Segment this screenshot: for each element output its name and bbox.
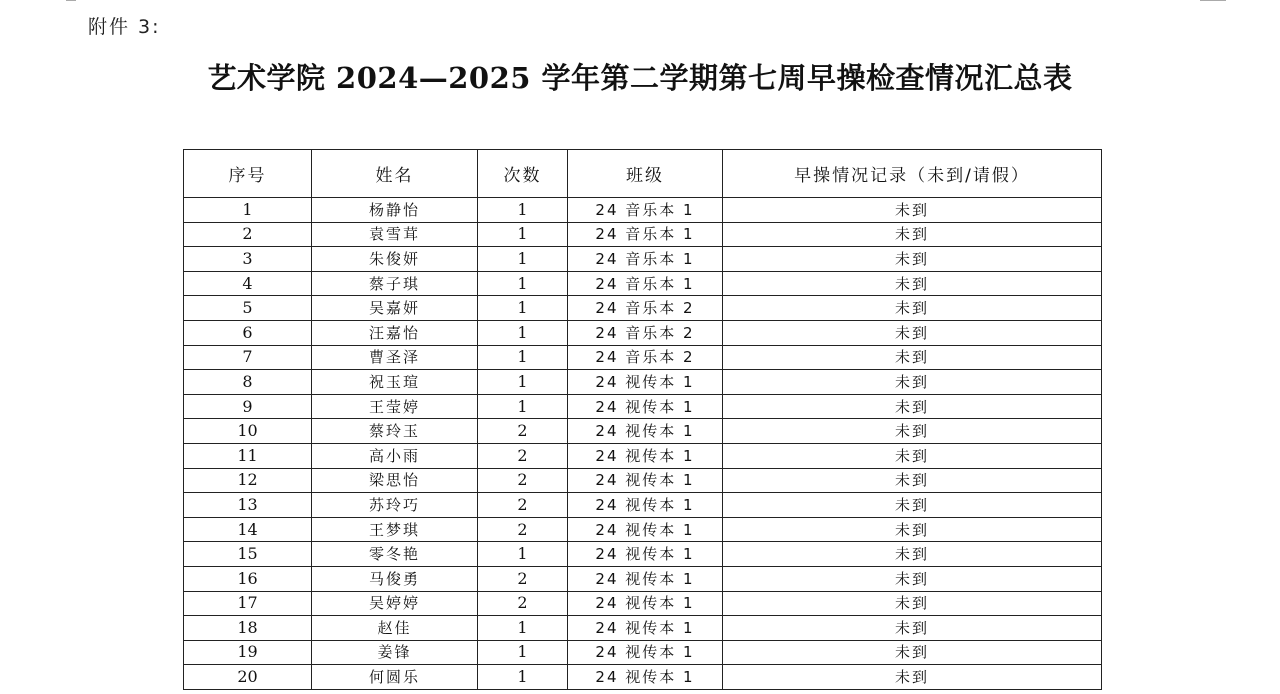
table-row: [184, 616, 1102, 641]
table-body: [184, 198, 1102, 690]
cell-name: 吴嘉妍: [312, 296, 478, 321]
table-row: [184, 443, 1102, 468]
cell-record: 未到: [723, 640, 1102, 665]
cell-record: 未到: [723, 517, 1102, 542]
cell-serial: 20: [184, 665, 312, 690]
cell-record: 未到: [723, 320, 1102, 345]
cell-serial: 16: [184, 566, 312, 591]
cell-serial: 19: [184, 640, 312, 665]
cell-class: 24 音乐本 2: [568, 345, 723, 370]
cell-serial: 12: [184, 468, 312, 493]
cell-class: 24 视传本 1: [568, 566, 723, 591]
table-row: [184, 370, 1102, 395]
cell-serial: 13: [184, 493, 312, 518]
table-row: [184, 468, 1102, 493]
cell-count: 2: [478, 591, 568, 616]
cell-name: 姜锋: [312, 640, 478, 665]
cell-name: 零冬艳: [312, 542, 478, 567]
cell-serial: 7: [184, 345, 312, 370]
table-row: [184, 320, 1102, 345]
cell-name: 蔡子琪: [312, 271, 478, 296]
cell-class: 24 音乐本 1: [568, 247, 723, 272]
header-record: 早操情况记录（未到/请假）: [723, 150, 1102, 198]
cell-count: 2: [478, 517, 568, 542]
table-row: [184, 222, 1102, 247]
cell-record: 未到: [723, 468, 1102, 493]
cell-serial: 2: [184, 222, 312, 247]
cell-serial: 8: [184, 370, 312, 395]
cell-name: 汪嘉怡: [312, 320, 478, 345]
cell-count: 2: [478, 566, 568, 591]
cell-record: 未到: [723, 296, 1102, 321]
cell-serial: 4: [184, 271, 312, 296]
cell-record: 未到: [723, 419, 1102, 444]
cell-name: 王梦琪: [312, 517, 478, 542]
cell-name: 杨静怡: [312, 198, 478, 223]
document-title: 艺术学院 2024—2025 学年第二学期第七周早操检查情况汇总表: [207, 61, 1073, 95]
cell-serial: 3: [184, 247, 312, 272]
table-row: [184, 419, 1102, 444]
cell-class: 24 视传本 1: [568, 493, 723, 518]
cell-name: 祝玉瑄: [312, 370, 478, 395]
cell-class: 24 视传本 1: [568, 517, 723, 542]
cell-name: 王莹婷: [312, 394, 478, 419]
cell-count: 1: [478, 616, 568, 641]
cell-count: 1: [478, 247, 568, 272]
table-row: [184, 665, 1102, 690]
cell-record: 未到: [723, 616, 1102, 641]
cell-count: 1: [478, 542, 568, 567]
cell-count: 2: [478, 468, 568, 493]
cell-count: 2: [478, 419, 568, 444]
cell-count: 1: [478, 345, 568, 370]
cell-name: 马俊勇: [312, 566, 478, 591]
table-row: [184, 345, 1102, 370]
cell-count: 1: [478, 394, 568, 419]
cell-class: 24 视传本 1: [568, 542, 723, 567]
cell-count: 1: [478, 198, 568, 223]
header-serial: 序号: [184, 150, 312, 198]
table-row: [184, 517, 1102, 542]
cell-record: 未到: [723, 271, 1102, 296]
cell-name: 赵佳: [312, 616, 478, 641]
page-corner-mark: [66, 0, 76, 1]
table-header-row: [184, 150, 1102, 198]
cell-class: 24 视传本 1: [568, 419, 723, 444]
cell-name: 高小雨: [312, 443, 478, 468]
cell-serial: 6: [184, 320, 312, 345]
cell-name: 曹圣泽: [312, 345, 478, 370]
header-class: 班级: [568, 150, 723, 198]
cell-record: 未到: [723, 443, 1102, 468]
cell-count: 1: [478, 271, 568, 296]
table-row: [184, 591, 1102, 616]
cell-class: 24 音乐本 1: [568, 222, 723, 247]
cell-class: 24 视传本 1: [568, 468, 723, 493]
cell-class: 24 视传本 1: [568, 443, 723, 468]
cell-serial: 15: [184, 542, 312, 567]
cell-name: 苏玲巧: [312, 493, 478, 518]
cell-serial: 18: [184, 616, 312, 641]
cell-class: 24 视传本 1: [568, 370, 723, 395]
cell-name: 梁思怡: [312, 468, 478, 493]
cell-record: 未到: [723, 542, 1102, 567]
cell-name: 吴婷婷: [312, 591, 478, 616]
cell-class: 24 视传本 1: [568, 394, 723, 419]
table-row: [184, 542, 1102, 567]
cell-serial: 9: [184, 394, 312, 419]
table-row: [184, 271, 1102, 296]
cell-class: 24 视传本 1: [568, 591, 723, 616]
cell-count: 2: [478, 443, 568, 468]
cell-record: 未到: [723, 394, 1102, 419]
cell-class: 24 视传本 1: [568, 640, 723, 665]
header-name: 姓名: [312, 150, 478, 198]
cell-record: 未到: [723, 591, 1102, 616]
table-row: [184, 640, 1102, 665]
cell-name: 蔡玲玉: [312, 419, 478, 444]
cell-count: 1: [478, 665, 568, 690]
cell-count: 1: [478, 222, 568, 247]
cell-serial: 17: [184, 591, 312, 616]
attachment-label: 附件 3:: [88, 16, 161, 38]
cell-record: 未到: [723, 247, 1102, 272]
table-row: [184, 394, 1102, 419]
cell-count: 2: [478, 493, 568, 518]
cell-record: 未到: [723, 370, 1102, 395]
cell-name: 何圆乐: [312, 665, 478, 690]
cell-serial: 5: [184, 296, 312, 321]
table-row: [184, 296, 1102, 321]
cell-serial: 11: [184, 443, 312, 468]
cell-class: 24 音乐本 1: [568, 198, 723, 223]
cell-name: 朱俊妍: [312, 247, 478, 272]
cell-record: 未到: [723, 345, 1102, 370]
cell-record: 未到: [723, 665, 1102, 690]
cell-serial: 1: [184, 198, 312, 223]
table-row: [184, 493, 1102, 518]
cell-name: 袁雪茸: [312, 222, 478, 247]
attendance-table: [183, 149, 1102, 690]
cell-serial: 14: [184, 517, 312, 542]
cell-class: 24 音乐本 2: [568, 296, 723, 321]
cell-record: 未到: [723, 566, 1102, 591]
header-count: 次数: [478, 150, 568, 198]
cell-class: 24 音乐本 1: [568, 271, 723, 296]
cell-count: 1: [478, 370, 568, 395]
cell-record: 未到: [723, 198, 1102, 223]
cell-record: 未到: [723, 493, 1102, 518]
table-row: [184, 247, 1102, 272]
cell-record: 未到: [723, 222, 1102, 247]
table-row: [184, 566, 1102, 591]
cell-count: 1: [478, 640, 568, 665]
page-corner-mark: [1200, 0, 1226, 1]
cell-class: 24 音乐本 2: [568, 320, 723, 345]
table-row: [184, 198, 1102, 223]
cell-count: 1: [478, 296, 568, 321]
cell-class: 24 视传本 1: [568, 665, 723, 690]
cell-class: 24 视传本 1: [568, 616, 723, 641]
cell-count: 1: [478, 320, 568, 345]
cell-serial: 10: [184, 419, 312, 444]
